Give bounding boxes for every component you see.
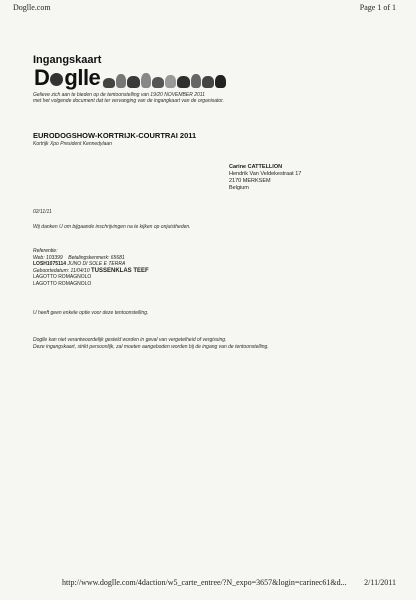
paw-icon	[50, 73, 63, 86]
dog-silhouette-icon	[152, 77, 164, 88]
doglle-logo	[34, 66, 227, 90]
thanks-text: Wij danken U om bijgaande inschrijvingen na te kijken op onjuistheden.	[33, 224, 191, 230]
entry-class: TUSSENKLAS TEEF	[91, 267, 149, 274]
reference-label: Referentie:	[33, 248, 58, 254]
dog-silhouette-icon	[177, 76, 190, 88]
breed-line-2: LAGOTTO ROMAGNOLO	[33, 280, 92, 287]
reference-block	[33, 248, 149, 287]
recipient-address	[229, 164, 301, 192]
show-title: EURODOGSHOW-KORTRIJK-COURTRAI 2011	[33, 131, 197, 140]
card-title: Ingangskaart	[33, 54, 102, 66]
dog-silhouette-icon	[127, 76, 140, 88]
recipient-name: Carine CATTELLION	[229, 164, 283, 170]
dog-silhouette-icon	[202, 76, 214, 88]
disclaimer-line-2: Deze ingangskaart, strikt persoonlijk, zal moeten aangeboden worden bij de ingang van de tentoonstelling.	[33, 344, 269, 350]
dob-value: 11/04/10	[70, 267, 90, 274]
page-number: Page 1 of 1	[359, 3, 396, 12]
no-options-text: U heeft geen enkele optie voor deze tentoonstelling.	[33, 310, 149, 316]
dog-silhouette-icon	[103, 78, 115, 88]
web-value: 103399	[45, 254, 63, 261]
dog-silhouette-icon	[165, 75, 176, 88]
letter-date: 02/11/11	[33, 209, 52, 215]
show-venue: Kortrijk Xpo President Kennedylaan	[33, 141, 112, 147]
footer-url: http://www.doglle.com/4daction/w5_carte_entree/?N_expo=3657&login=carinec61&d...	[62, 578, 347, 587]
site-header: Doglle.com	[13, 3, 51, 12]
dog-silhouette-icon	[141, 73, 151, 88]
web-label: Web:	[33, 254, 45, 261]
dog-silhouette-icon	[215, 75, 226, 88]
payment-label: Betalingskenmerk:	[68, 254, 110, 261]
logo-wordmark: D glle	[34, 65, 101, 90]
recipient-country: Belgium	[229, 185, 249, 191]
recipient-street: Hendrik Van Veldekestraat 17	[229, 171, 302, 177]
intro-line-1: Gelieve zich aan te bieden op de tentoonstelling van 19/20 NOVEMBER 2011	[33, 92, 205, 98]
recipient-city: 2170 MERKSEM	[229, 178, 271, 184]
dog-silhouette-icon	[191, 74, 201, 88]
disclaimer-line-1: Doglle kan niet verantwoordelijk gesteld worden in geval van vergetelheid of vergissing.	[33, 337, 227, 343]
breed-line-1: LAGOTTO ROMAGNOLO	[33, 274, 92, 280]
dog-name: JUNO DI SOLE E TERRA	[67, 261, 126, 267]
dog-silhouette-icon	[116, 74, 126, 88]
dog-id: LOSH1075114	[33, 261, 67, 267]
dob-label: Geboortedatum:	[33, 267, 70, 274]
payment-value: 65681	[110, 254, 125, 261]
footer-date: 2/11/2011	[364, 578, 396, 587]
intro-line-2: met het volgende document dat ter vervanging van de ingangkaart van de organisator.	[33, 98, 225, 104]
dog-photos-banner	[103, 68, 227, 88]
